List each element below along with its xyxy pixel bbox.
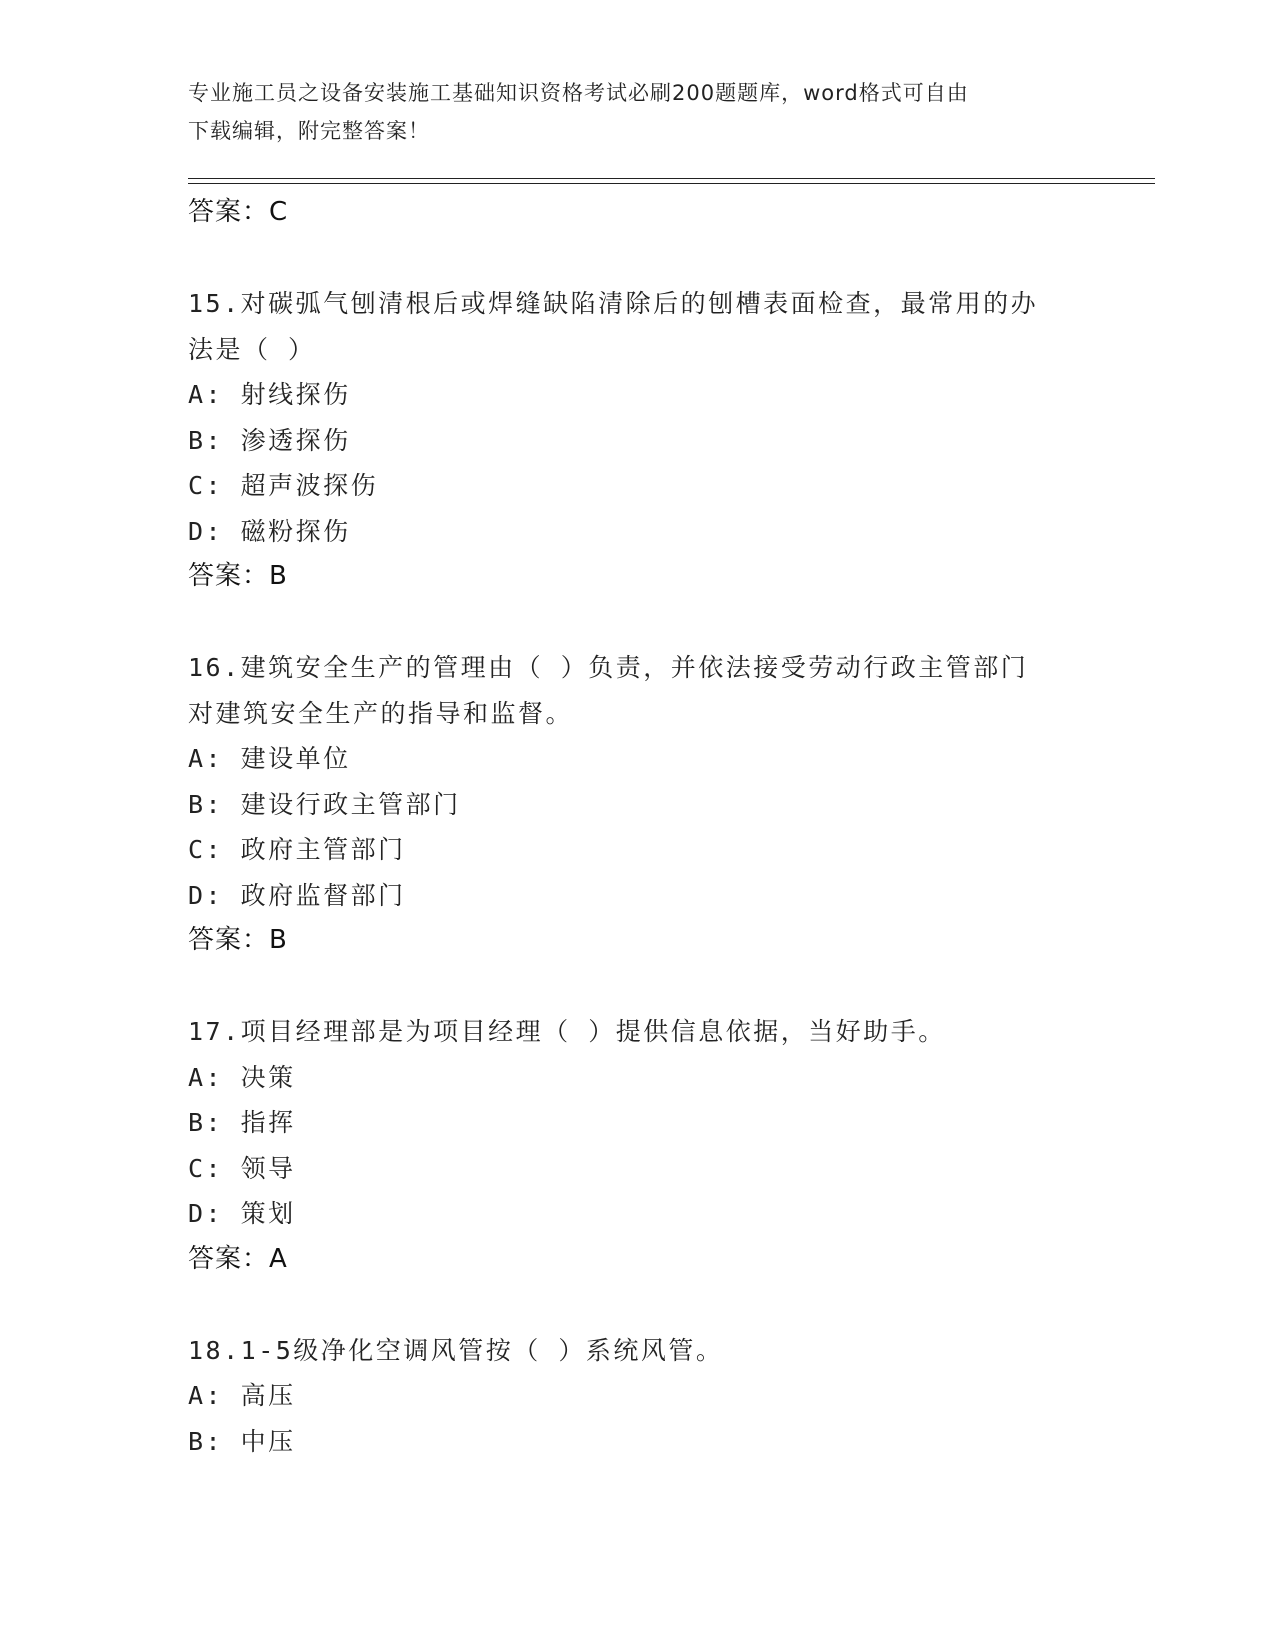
- question-block: [188, 645, 1088, 964]
- option-b: B: 中压: [188, 1426, 296, 1456]
- question-text: 16.建筑安全生产的管理由（ ）负责，并依法接受劳动行政主管部门: [188, 653, 1029, 682]
- option-a: A: 射线探伤: [188, 380, 351, 409]
- option-c: C: 政府主管部门: [188, 835, 406, 864]
- question-text: 18.1-5级净化空调风管按（ ）系统风管。: [188, 1335, 724, 1365]
- header-line-1: 专业施工员之设备安装施工基础知识资格考试必刷200题题库，word格式可自由: [188, 81, 969, 105]
- option-a: A: 建设单位: [188, 744, 351, 773]
- option-b: B: 渗透探伤: [188, 425, 351, 455]
- question-text-continued: 对建筑安全生产的指导和监督。: [188, 698, 574, 728]
- header-divider-bottom: [188, 183, 1155, 184]
- spacer: [188, 236, 1088, 282]
- question-text: 17.项目经理部是为项目经理（ ）提供信息依据，当好助手。: [188, 1017, 946, 1046]
- option-c: C: 超声波探伤: [188, 471, 379, 500]
- option-d: D: 策划: [188, 1199, 296, 1228]
- document-header: [188, 74, 1088, 150]
- option-c: C: 领导: [188, 1153, 296, 1183]
- question-text: 15.对碳弧气刨清根后或焊缝缺陷清除后的刨槽表面检查，最常用的办: [188, 289, 1039, 318]
- spacer: [188, 600, 1088, 646]
- question-text-continued: 法是（ ）: [188, 334, 316, 364]
- option-b: B: 建设行政主管部门: [188, 789, 461, 819]
- question-block: [188, 1009, 1088, 1282]
- question-block: [188, 1328, 1088, 1465]
- spacer: [188, 964, 1088, 1010]
- answer-line: 答案：A: [188, 1243, 288, 1274]
- question-block: [188, 281, 1088, 600]
- question-list: [188, 190, 1088, 1464]
- option-a: A: 决策: [188, 1062, 296, 1092]
- answer-line: 答案：B: [188, 925, 288, 955]
- option-d: D: 磁粉探伤: [188, 516, 351, 546]
- option-a: A: 高压: [188, 1381, 296, 1410]
- answer-line: 答案：B: [188, 561, 288, 591]
- header-line-2: 下载编辑，附完整答案！: [188, 119, 430, 143]
- spacer: [188, 1282, 1088, 1328]
- answer-line: 答案：C: [188, 197, 289, 227]
- option-b: B: 指挥: [188, 1108, 296, 1137]
- header-divider-top: [188, 178, 1155, 179]
- option-d: D: 政府监督部门: [188, 880, 406, 910]
